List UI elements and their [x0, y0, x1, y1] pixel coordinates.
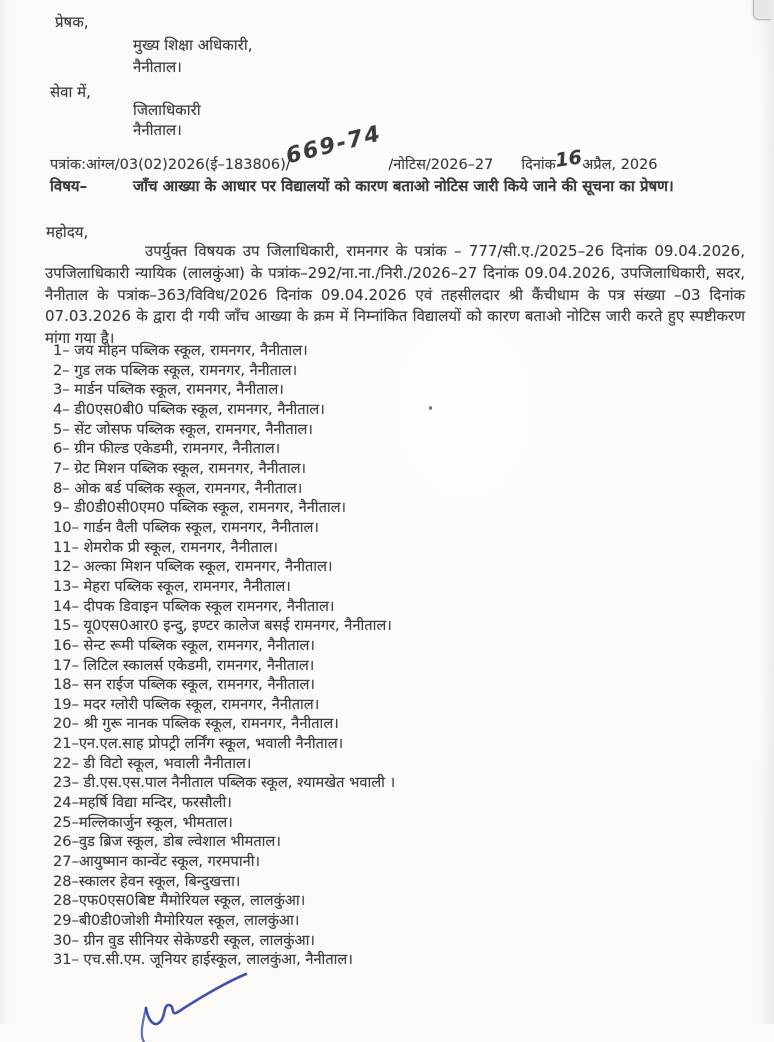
school-list-item: 12– अल्का मिशन पब्लिक स्कूल, रामनगर, नैनीताल।: [53, 558, 333, 576]
school-list-item: 7– ग्रेट मिशन पब्लिक स्कूल, रामनगर, नैनीताल।: [53, 459, 307, 477]
signature-check-icon: [138, 972, 258, 1042]
handwritten-date-day: 16: [553, 146, 584, 172]
school-list-item: 20– श्री गुरू नानक पब्लिक स्कूल, रामनगर, नैनीताल।: [53, 715, 339, 733]
school-list-item: 22– डी विटो स्कूल, भवाली नैनीताल।: [53, 754, 252, 772]
school-list-item: 26–वुड ब्रिज स्कूल, डोब ल्वेशाल भीमताल।: [53, 833, 281, 851]
school-list-item: 28–एफ0एस0बिष्ट मैमोरियल स्कूल, लालकुंआ।: [53, 892, 306, 910]
school-list-item: 25–मल्लिकार्जुन स्कूल, भीमताल।: [53, 813, 233, 831]
school-list-item: 10– गार्डन वैली पब्लिक स्कूल, रामनगर, नैनीताल।: [53, 518, 319, 536]
school-list: [53, 341, 395, 970]
school-list-item: 18– सन राईज पब्लिक स्कूल, रामनगर, नैनीताल।: [53, 676, 315, 694]
school-list-item: 19– मदर ग्लोरी पब्लिक स्कूल, रामनगर, नैनीताल।: [53, 695, 320, 713]
school-list-item: 17– लिटिल स्कालर्स एकेडमी, रामनगर, नैनीताल।: [53, 656, 315, 674]
reference-number-suffix: /नोटिस/2026–27: [388, 157, 494, 173]
signature-check-stroke: [146, 974, 246, 1024]
school-list-item: 16– सेन्ट रूमी पब्लिक स्कूल, रामनगर, नैनीताल।: [53, 636, 315, 654]
subject-label: विषय–: [50, 177, 88, 195]
school-list-item: 5– सेंट जोसफ पब्लिक स्कूल, रामनगर, नैनीताल।: [53, 420, 313, 438]
ink-dot-artifact: [429, 406, 432, 410]
school-list-item: 9– डी0डी0सी0एम0 पब्लिक स्कूल, रामनगर, नैनीताल।: [53, 499, 347, 517]
recipient-office: जिलाधिकारी: [133, 101, 201, 119]
handwritten-dispatch-number: 669-74: [283, 121, 384, 170]
school-list-item: 30– ग्रीन वुड सीनियर सेकेण्डरी स्कूल, लालकुंआ।: [53, 931, 315, 949]
school-list-item: 23– डी.एस.एस.पाल नैनीताल पब्लिक स्कूल, श्यामखेत भवाली ।: [53, 774, 396, 792]
sender-label: प्रेषक,: [55, 13, 89, 31]
school-list-item: 13– मेहरा पब्लिक स्कूल, रामनगर, नैनीताल।: [53, 577, 291, 595]
school-list-item: 31– एच.सी.एम. जूनियर हाईस्कूल, लालकुंआ, नैनीताल।: [53, 951, 353, 969]
school-list-item: 14– दीपक डिवाइन पब्लिक स्कूल रामनगर, नैनीताल।: [53, 597, 335, 615]
school-list-item: 27–आयुष्मान कान्वेंट स्कूल, गरमपानी।: [53, 853, 261, 871]
school-list-item: 2– गुड लक पब्लिक स्कूल, रामनगर, नैनीताल।: [53, 361, 298, 379]
sender-place: नैनीताल।: [133, 58, 182, 76]
recipient-label: सेवा में,: [50, 83, 91, 101]
school-list-item: 6– ग्रीन फील्ड एकेडमी, रामनगर, नैनीताल।: [53, 440, 281, 458]
school-list-item: 1– जय मोहन पब्लिक स्कूल, रामनगर, नैनीताल।: [53, 342, 308, 359]
date-month-year: अप्रैल, 2026: [582, 157, 658, 173]
school-list-item: 3– मार्डन पब्लिक स्कूल, रामनगर, नैनीताल।: [53, 381, 284, 399]
salutation: महोदय,: [46, 223, 89, 241]
date-label: दिनांक: [521, 157, 556, 173]
body-paragraph: उपर्युक्त विषयक उप जिलाधिकारी, रामनगर के पत्रांक – 777/सी.ए./2025–26 दिनांक 09.04.2026, उपजिलाधिकारी न्यायिक (लालकुंआ) के पत्रांक–292/ना.ना./निरी./2026–27 दिनांक 09.04.2026, उपजिलाधिकारी, सदर, नैनीताल के पत्रांक–363/विविध/2026 दिनांक 09.04.2026 एवं तहसीलदार श्री कैंचीधाम के पत्र संख्या –03 दिनांक 07.03.2026 के द्वारा दी गयी जाँच आख्या के क्रम में निम्नांकित विद्यालयों को कारण बताओ नोटिस जारी करते हुए स्पष्टीकरण मांगा गया है।: [45, 242, 745, 348]
school-list-item: 29–बी0डी0जोशी मैमोरियल स्कूल, लालकुंआ।: [53, 912, 300, 930]
school-list-item: 21–एन.एल.साह प्रोपट्री लर्निंग स्कूल, भवाली नैनीताल।: [53, 735, 344, 753]
page-corner-artifact: [753, 0, 771, 20]
school-list-item: 11– शेमरोक प्री स्कूल, रामनगर, नैनीताल।: [53, 538, 279, 556]
school-list-item: 24–महर्षि विद्या मन्दिर, फरसौली।: [53, 794, 232, 812]
school-list-item: 4– डी0एस0बी0 पब्लिक स्कूल, रामनगर, नैनीताल।: [53, 400, 325, 418]
school-list-item: 8– ओक बर्ड पब्लिक स्कूल, रामनगर, नैनीताल।: [53, 479, 303, 497]
subject-text: जाँच आख्या के आधार पर विद्यालयों को कारण बताओ नोटिस जारी किये जाने की सूचना का प्रेषण।: [133, 177, 674, 195]
reference-number-prefix: पत्रांक:आंग्ल/03(02)2026(ई–183806)/: [50, 157, 291, 173]
school-list-item: 28–स्कालर हेवन स्कूल, बिन्दुखत्ता।: [53, 872, 241, 890]
sender-office: मुख्य शिक्षा अधिकारी,: [133, 36, 253, 54]
school-list-item: 15– यू0एस0आर0 इन्दु, इण्टर कालेज बसई रामनगर, नैनीताल।: [53, 617, 392, 635]
signature-check-tail: [142, 1008, 146, 1042]
recipient-place: नैनीताल।: [133, 121, 182, 139]
